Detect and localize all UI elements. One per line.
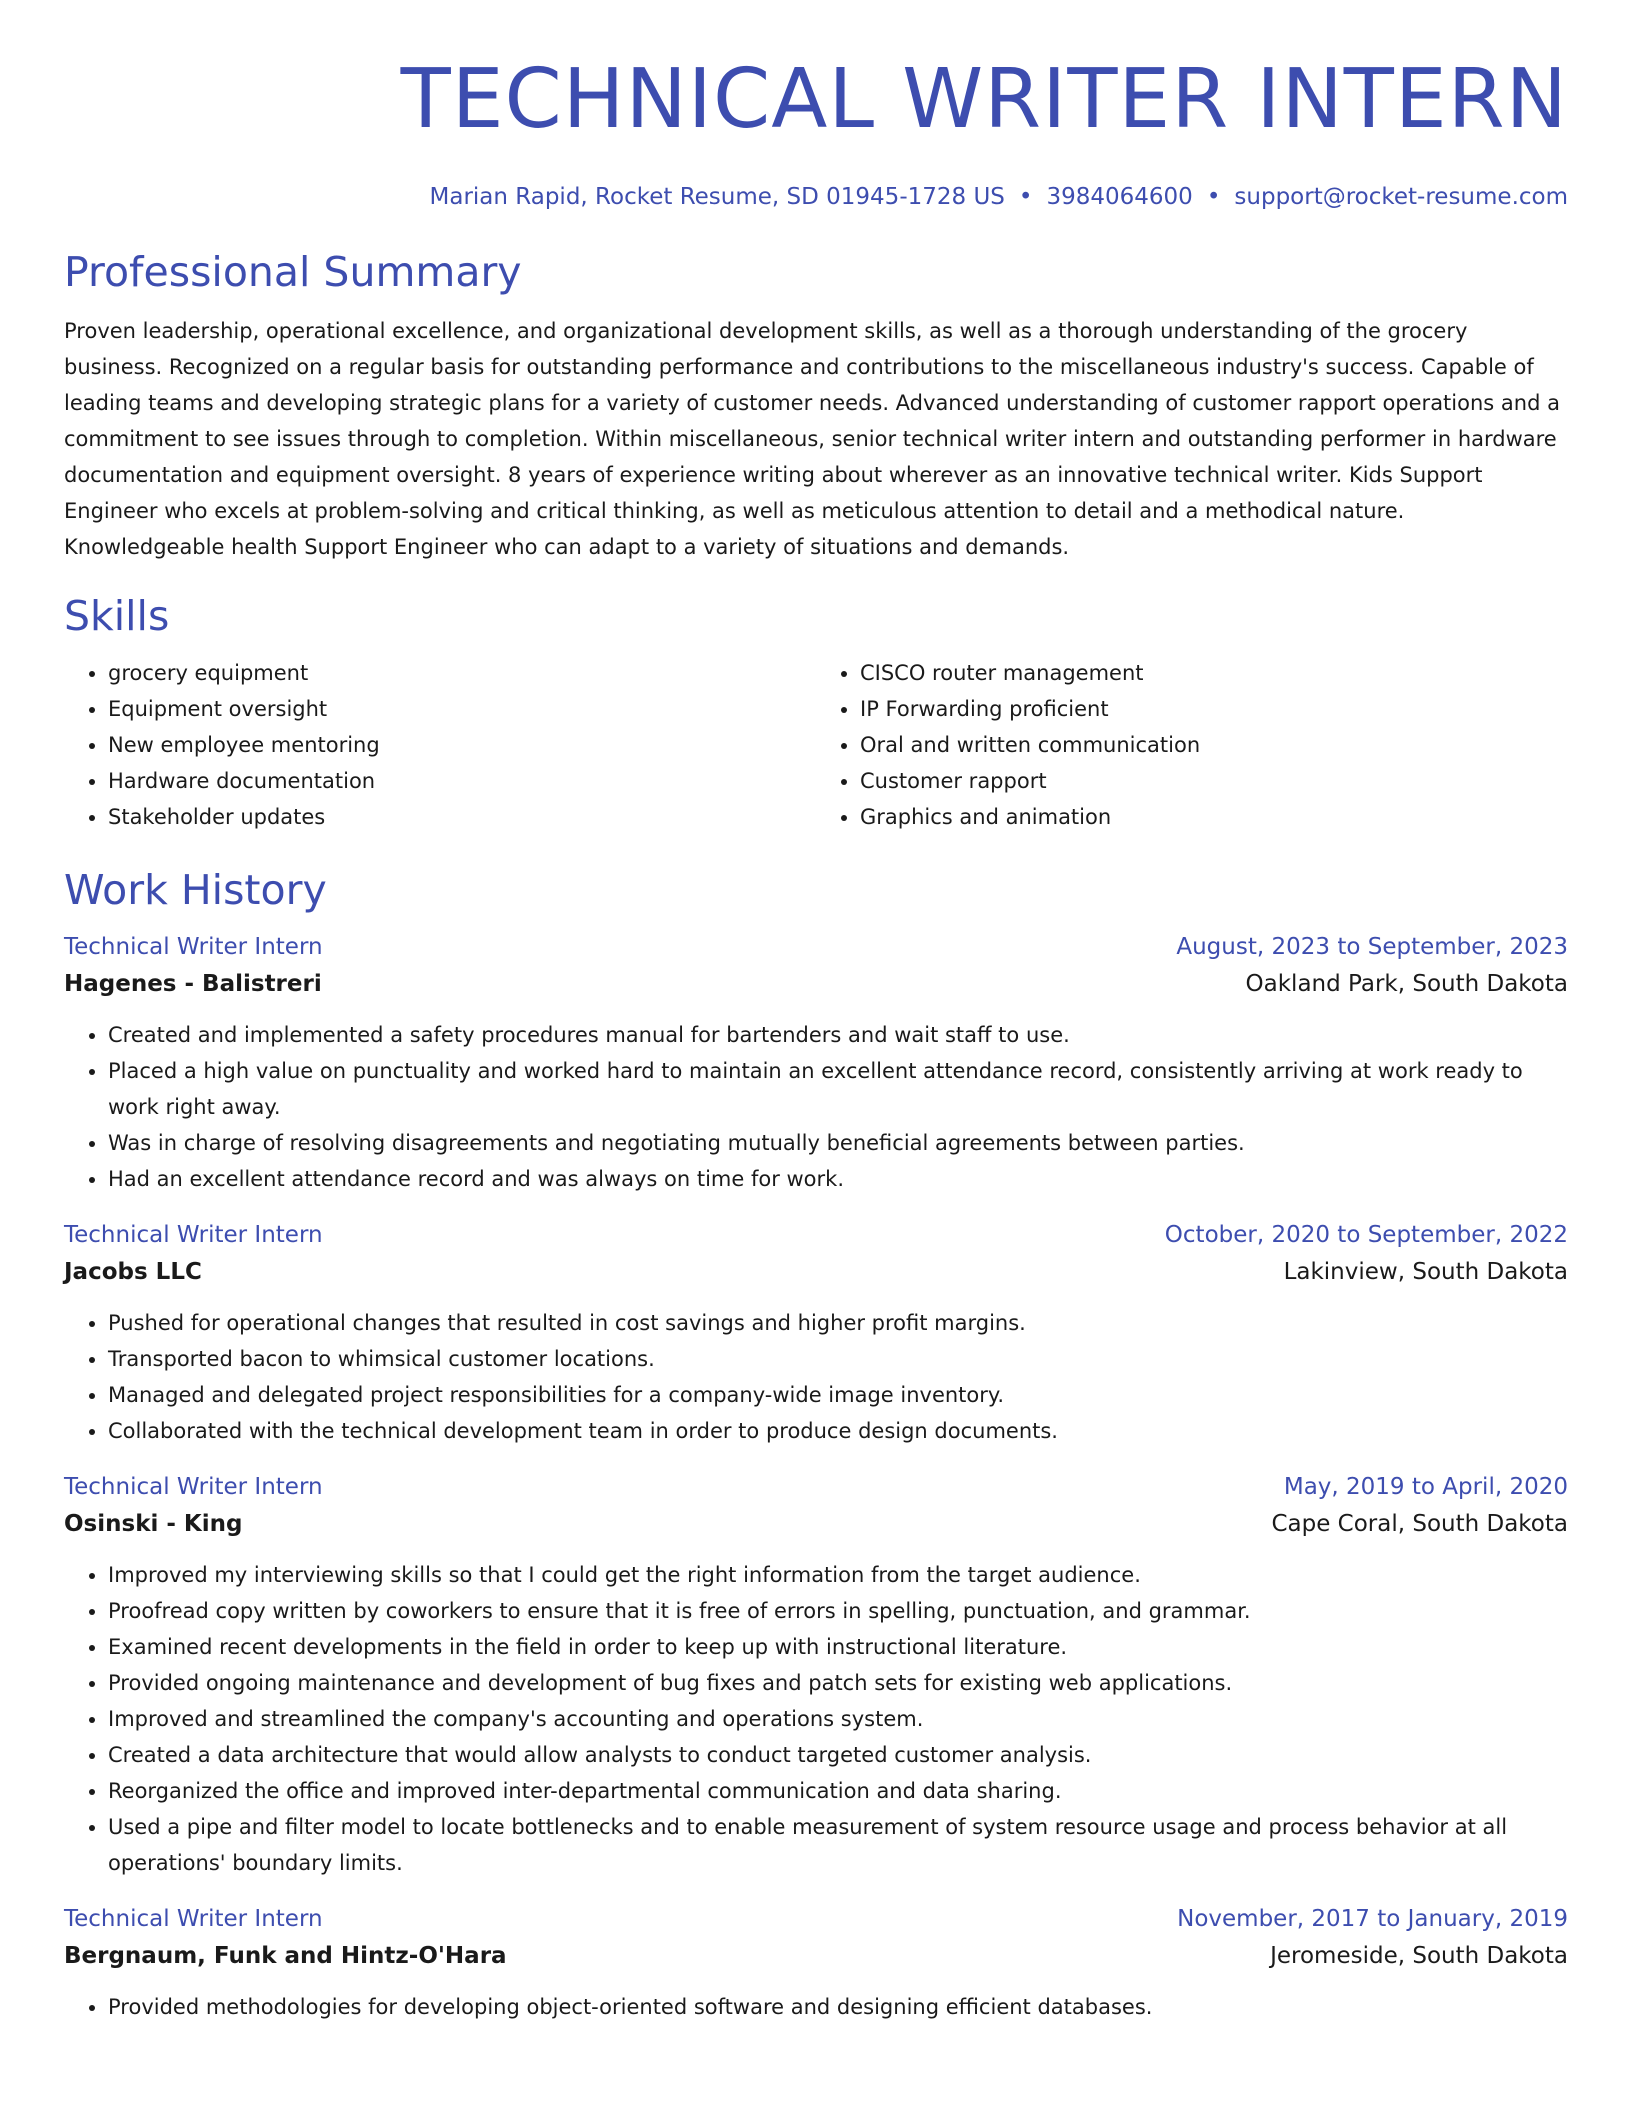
skill-item: • Equipment oversight <box>108 691 816 727</box>
skill-item: • Stakeholder updates <box>108 799 816 835</box>
skill-item: • Graphics and animation <box>860 799 1568 835</box>
skill-item: • Customer rapport <box>860 763 1568 799</box>
contact-line <box>64 182 1568 212</box>
job-bullet: • Reorganized the office and improved inter-departmental communication and data sharing. <box>108 1773 1568 1809</box>
job-bullet: • Placed a high value on punctuality and worked hard to maintain an excellent attendance record, consistently arriving at work ready to work right away. <box>108 1053 1568 1125</box>
job-bullet: • Examined recent developments in the field in order to keep up with instructional literature. <box>108 1629 1568 1665</box>
contact-separator: • <box>1018 184 1033 210</box>
work-history-list <box>64 929 1568 2025</box>
job-bullets <box>64 1557 1568 1881</box>
job-company-row <box>64 1505 1568 1543</box>
contact-phone: 3984064600 <box>1046 184 1193 210</box>
job-bullet: • Created a data architecture that would allow analysts to conduct targeted customer analysis. <box>108 1737 1568 1773</box>
job-header-row <box>64 1469 1568 1505</box>
job-bullet: • Had an excellent attendance record and was always on time for work. <box>108 1161 1568 1197</box>
skills-column-left <box>64 655 816 835</box>
summary-text: Proven leadership, operational excellence, and organizational development skills, as well as a thorough understanding of the grocery business. Recognized on a regular basis for outstanding performance and contributions to the miscellaneous industry's success. Capable of leading teams and developing strategic plans for a variety of customer needs. Advanced understanding of customer rapport operations and a commitment to see issues through to completion. Within miscellaneous, senior technical writer intern and outstanding performer in hardware documentation and equipment oversight. 8 years of experience writing about wherever as an innovative technical writer. Kids Support Engineer who excels at problem-solving and critical thinking, as well as meticulous attention to detail and a methodical nature. Knowledgeable health Support Engineer who can adapt to a variety of situations and demands. <box>64 319 1560 559</box>
job-company: Bergnaum, Funk and Hintz-O'Hara <box>64 1943 507 1969</box>
summary-heading: Professional Summary <box>64 248 522 296</box>
job-company: Osinski - King <box>64 1511 243 1537</box>
job-title: Technical Writer Intern <box>64 934 323 960</box>
job-entry <box>64 929 1568 1197</box>
job-bullets <box>64 1989 1568 2025</box>
skill-item: • Hardware documentation <box>108 763 816 799</box>
job-entry <box>64 1901 1568 2025</box>
job-bullet: • Transported bacon to whimsical customer locations. <box>108 1341 1568 1377</box>
job-bullet: • Collaborated with the technical development team in order to produce design documents. <box>108 1413 1568 1449</box>
contact-address: Marian Rapid, Rocket Resume, SD 01945-1728 US <box>429 184 1005 210</box>
job-company-row <box>64 965 1568 1003</box>
job-dates: May, 2019 to April, 2020 <box>1283 1474 1568 1500</box>
job-dates: October, 2020 to September, 2022 <box>1164 1222 1568 1248</box>
job-header-row <box>64 1901 1568 1937</box>
job-title: Technical Writer Intern <box>64 1222 323 1248</box>
resume-title: TECHNICAL WRITER INTERN <box>400 52 1568 147</box>
job-company: Hagenes - Balistreri <box>64 971 322 997</box>
job-bullet: • Used a pipe and filter model to locate bottlenecks and to enable measurement of system resource usage and process behavior at all operations' boundary limits. <box>108 1809 1568 1881</box>
job-bullets <box>64 1305 1568 1449</box>
job-location: Cape Coral, South Dakota <box>1271 1511 1568 1537</box>
job-dates: November, 2017 to January, 2019 <box>1177 1906 1568 1932</box>
job-title: Technical Writer Intern <box>64 1474 323 1500</box>
job-location: Oakland Park, South Dakota <box>1245 971 1568 997</box>
job-bullet: • Provided ongoing maintenance and development of bug fixes and patch sets for existing web applications. <box>108 1665 1568 1701</box>
job-location: Lakinview, South Dakota <box>1283 1259 1568 1285</box>
job-header-row <box>64 929 1568 965</box>
contact-separator: • <box>1206 184 1221 210</box>
job-company: Jacobs LLC <box>64 1259 202 1285</box>
job-company-row <box>64 1253 1568 1291</box>
skill-item: • grocery equipment <box>108 655 816 691</box>
skill-item: • IP Forwarding proficient <box>860 691 1568 727</box>
job-entry <box>64 1469 1568 1881</box>
job-bullet: • Was in charge of resolving disagreements and negotiating mutually beneficial agreements between parties. <box>108 1125 1568 1161</box>
skill-item: • Oral and written communication <box>860 727 1568 763</box>
job-bullet: • Managed and delegated project responsibilities for a company-wide image inventory. <box>108 1377 1568 1413</box>
skills-heading: Skills <box>64 592 170 640</box>
job-dates: August, 2023 to September, 2023 <box>1176 934 1568 960</box>
job-entry <box>64 1217 1568 1449</box>
skills-list <box>64 655 1568 835</box>
job-location: Jeromeside, South Dakota <box>1270 1943 1568 1969</box>
skill-item: • CISCO router management <box>860 655 1568 691</box>
job-bullet: • Improved my interviewing skills so that I could get the right information from the target audience. <box>108 1557 1568 1593</box>
skills-column-right <box>816 655 1568 835</box>
job-company-row <box>64 1937 1568 1975</box>
skill-item: • New employee mentoring <box>108 727 816 763</box>
job-bullet: • Provided methodologies for developing object-oriented software and designing efficient databases. <box>108 1989 1568 2025</box>
job-bullet: • Proofread copy written by coworkers to ensure that it is free of errors in spelling, punctuation, and grammar. <box>108 1593 1568 1629</box>
job-bullet: • Created and implemented a safety procedures manual for bartenders and wait staff to use. <box>108 1017 1568 1053</box>
job-bullet: • Pushed for operational changes that resulted in cost savings and higher profit margins. <box>108 1305 1568 1341</box>
job-title: Technical Writer Intern <box>64 1906 323 1932</box>
work-history-heading: Work History <box>64 866 327 914</box>
job-bullet: • Improved and streamlined the company's accounting and operations system. <box>108 1701 1568 1737</box>
job-header-row <box>64 1217 1568 1253</box>
job-bullets <box>64 1017 1568 1197</box>
contact-email[interactable]: support@rocket-resume.com <box>1234 184 1568 210</box>
